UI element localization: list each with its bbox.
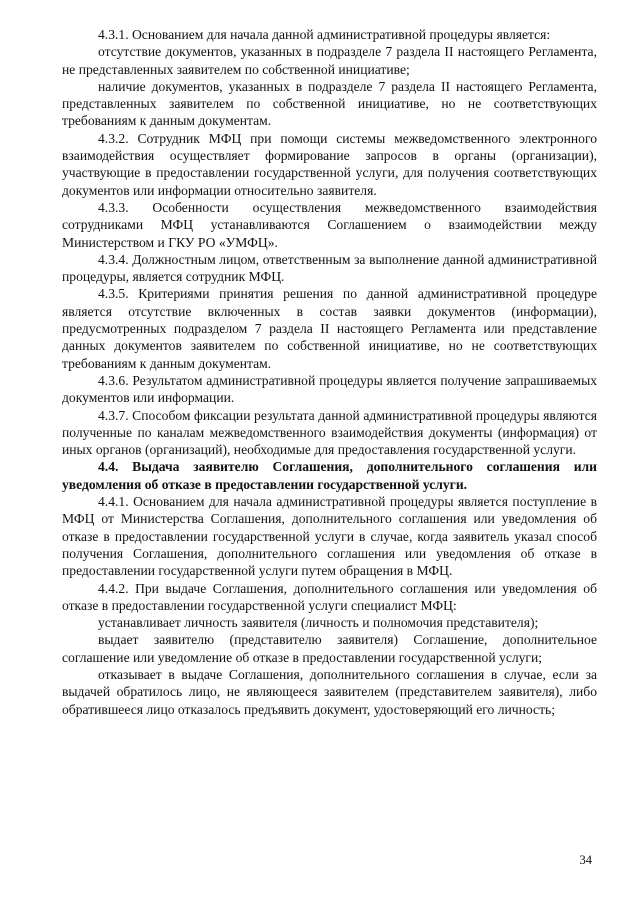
paragraph-nonconforming-documents: наличие документов, указанных в подразделе 7 раздела II настоящего Регламента, представленных заявителем по собственной инициативе, но не соответствующих требованиям к данным документам. [62, 78, 597, 129]
paragraph-4-4-2: 4.4.2. При выдаче Соглашения, дополнительного соглашения или уведомления об отказе в предоставлении государственной услуги специалист МФЦ: [62, 580, 597, 613]
paragraph-refuse-issue: отказывает в выдаче Соглашения, дополнительного соглашения в случае, если за выдачей обратилось лицо, не являющееся заявителем (представителем заявителя), либо обратившееся лицо отказалось предъявить документ, удостоверяющий его личность; [62, 666, 597, 717]
paragraph-4-3-2: 4.3.2. Сотрудник МФЦ при помощи системы межведомственного электронного взаимодействия осуществляет формирование запросов в органы (организации), участвующие в предоставлении государственной услуги, для получения соответствующих документов или информации относительно заявителя. [62, 130, 597, 198]
paragraph-4-4-1: 4.4.1. Основанием для начала административной процедуры является поступление в МФЦ от Министерства Соглашения, дополнительного соглашения или уведомления об отказе в предоставлении государственной услуги в случае, когда заявитель указал способ получения Соглашения, дополнительного соглашения или уведомления об отказе в предоставлении государственной услуги путем обращения в МФЦ. [62, 494, 597, 579]
document-body [62, 26, 597, 718]
paragraph-4-3-4: 4.3.4. Должностным лицом, ответственным за выполнение данной административной процедуры, является сотрудник МФЦ. [62, 251, 597, 285]
paragraph-4-3-3: 4.3.3. Особенности осуществления межведомственного взаимодействия сотрудниками МФЦ устанавливаются Соглашением о взаимодействии между Министерством и ГКУ РО «УМФЦ». [62, 199, 597, 250]
paragraph-4-3-7: 4.3.7. Способом фиксации результата данной административной процедуры являются полученные по каналам межведомственного взаимодействия документы (информация) от иных органов (организаций), необходимые для предоставления государственной услуги. [62, 407, 597, 458]
paragraph-4-3-5: 4.3.5. Критериями принятия решения по данной административной процедуре является отсутствие включенных в состав заявки документов (информации), предусмотренных подразделом 7 раздела II настоящего Регламента или представление данных документов заявителем по собственной инициативе, но не соответствующих требованиям к данным документам. [62, 286, 597, 371]
paragraph-4-3-1: 4.3.1. Основанием для начала данной административной процедуры является: [98, 27, 551, 42]
paragraph-identity-check: устанавливает личность заявителя (личность и полномочия представителя); [98, 615, 539, 631]
paragraph-4-3-6: 4.3.6. Результатом административной процедуры является получение запрашиваемых документов или информации. [62, 372, 597, 406]
section-heading-4-4: 4.4. Выдача заявителю Соглашения, дополнительного соглашения или уведомления об отказе в предоставлении государственной услуги. [62, 459, 597, 492]
paragraph-missing-documents: отсутствие документов, указанных в подразделе 7 раздела II настоящего Регламента, не представленных заявителем по собственной инициативе; [62, 44, 597, 77]
paragraph-issue-agreement: выдает заявителю (представителю заявителя) Соглашение, дополнительное соглашение или уведомление об отказе в предоставлении государственной услуги; [62, 632, 597, 665]
page-number: 34 [579, 853, 592, 867]
